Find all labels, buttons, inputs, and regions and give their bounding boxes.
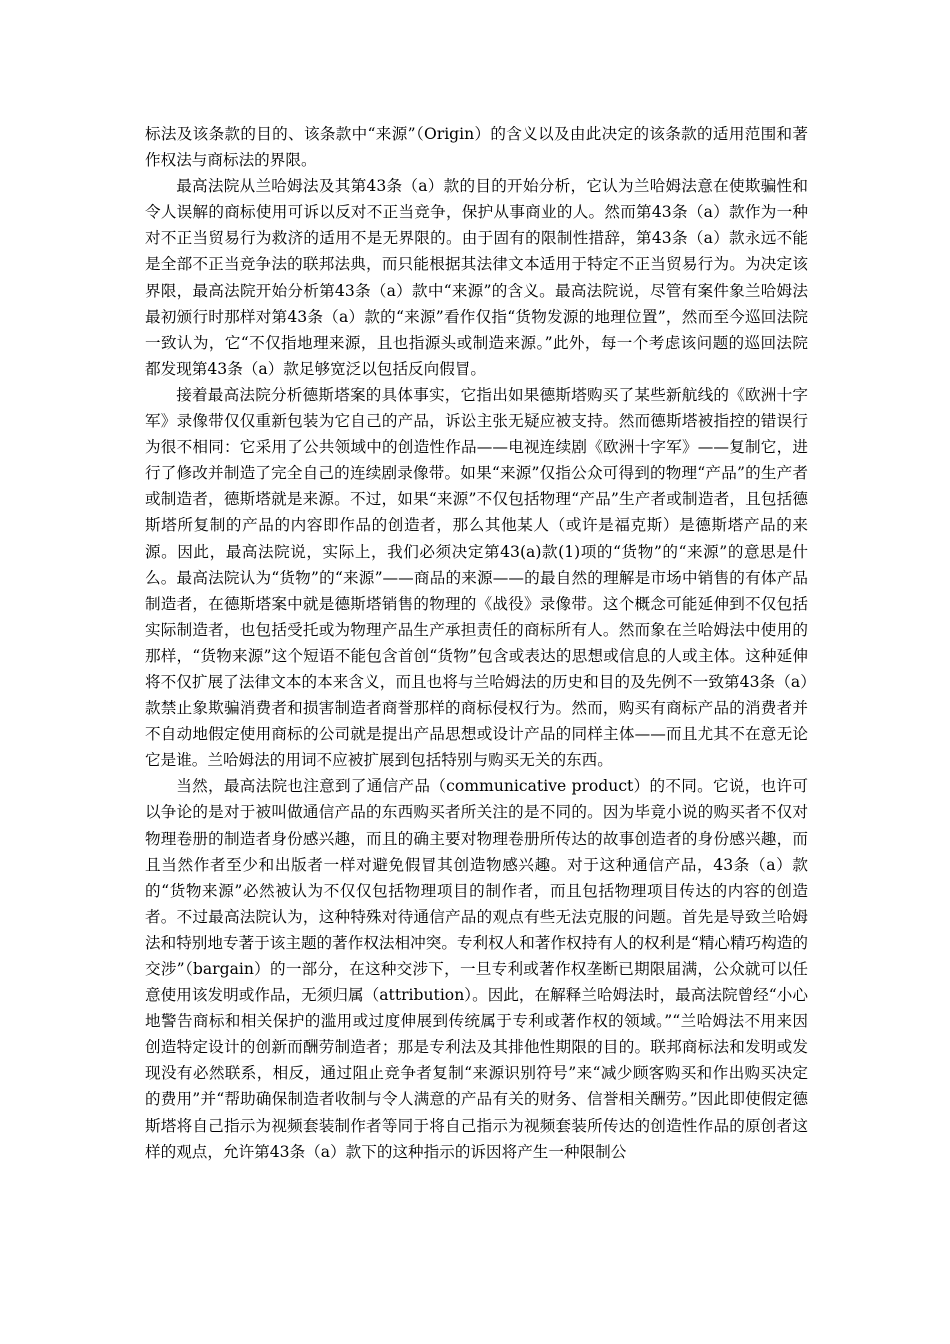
document-body <box>145 121 808 1165</box>
paragraph: 最高法院从兰哈姆法及其第43条（a）款的目的开始分析，它认为兰哈姆法意在使欺骗性和令人误解的商标使用可诉以反对不正当竞争，保护从事商业的人。然而第43条（a）款作为一种对不正当贸易行为救济的适用不是无界限的。由于固有的限制性措辞，第43条（a）款永远不能是全部不正当竞争法的联邦法典，而只能根据其法律文本适用于特定不正当贸易行为。为决定该界限，最高法院开始分析第43条（a）款中“来源”的含义。最高法院说，尽管有案件象兰哈姆法最初颁行时那样对第43条（a）款的“来源”看作仅指“货物发源的地理位置”，然而至今巡回法院一致认为，它“不仅指地理来源，且也指源头或制造来源。”此外，每一个考虑该问题的巡回法院都发现第43条（a）款足够宽泛以包括反向假冒。 <box>145 177 808 378</box>
paragraph: 当然，最高法院也注意到了通信产品（communicative product）的不同。它说，也许可以争论的是对于被叫做通信产品的东西购买者所关注的是不同的。因为毕竟小说的购买者不仅对物理卷册的制造者身份感兴趣，而且的确主要对物理卷册所传达的故事创造者的身份感兴趣，而且当然作者至少和出版者一样对避免假冒其创造物感兴趣。对于这种通信产品，43条（a）款的“货物来源”必然被认为不仅仅包括物理项目的制作者，而且包括物理项目传达的内容的创造者。不过最高法院认为，这种特殊对待通信产品的观点有些无法克服的问题。首先是导致兰哈姆法和特别地专著于该主题的著作权法相冲突。专利权人和著作权持有人的权利是“精心精巧构造的交涉”（bargain）的一部分，在这种交涉下，一旦专利或著作权垄断已期限届满，公众就可以任意使用该发明或作品，无须归属（attribution）。因此，在解释兰哈姆法时，最高法院曾经“小心地警告商标和相关保护的滥用或过度伸展到传统属于专利或著作权的领域。”“兰哈姆法不用来因创造特定设计的创新而酬劳制造者；那是专利法及其排他性期限的目的。联邦商标法和发明或发现没有必然联系，相反，通过阻止竞争者复制“来源识别符号”来“减少顾客购买和作出购买决定的费用”并“帮助确保制造者收制与令人满意的产品有关的财务、信誉相关酬劳。”因此即使假定德斯塔将自己指示为视频套装制作者等同于将自己指示为视频套装所传达的创造性作品的原创者这样的观点，允许第43条（a）款下的这种指示的诉因将产生一种限制公 <box>145 777 808 1161</box>
paragraph-continuation: 标法及该条款的目的、该条款中“来源”（Origin）的含义以及由此决定的该条款的适用范围和著作权法与商标法的界限。 <box>145 125 808 170</box>
paragraph: 接着最高法院分析德斯塔案的具体事实，它指出如果德斯塔购买了某些新航线的《欧洲十字军》录像带仅仅重新包装为它自己的产品，诉讼主张无疑应被支持。然而德斯塔被指控的错误行为很不相同：它采用了公共领域中的创造性作品——电视连续剧《欧洲十字军》——复制它，进行了修改并制造了完全自己的连续剧录像带。如果“来源”仅指公众可得到的物理“产品”的生产者或制造者，德斯塔就是来源。不过，如果“来源”不仅包括物理“产品”生产者或制造者，且包括德斯塔所复制的产品的内容即作品的创造者，那么其他某人（或许是福克斯）是德斯塔产品的来源。因此，最高法院说，实际上，我们必须决定第43(a)款(1)项的“货物”的“来源”的意思是什么。最高法院认为“货物”的“来源”——商品的来源——的最自然的理解是市场中销售的有体产品制造者，在德斯塔案中就是德斯塔销售的物理的《战役》录像带。这个概念可能延伸到不仅包括实际制造者，也包括受托或为物理产品生产承担责任的商标所有人。然而象在兰哈姆法中使用的那样，“货物来源”这个短语不能包含首创“货物”包含或表达的思想或信息的人或主体。这种延伸将不仅扩展了法律文本的本来含义，而且也将与兰哈姆法的历史和目的及先例不一致第43条（a）款禁止象欺骗消费者和损害制造者商誉那样的商标侵权行为。然而，购买有商标产品的消费者并不自动地假定使用商标的公司就是提出产品思想或设计产品的同样主体——而且尤其不在意无论它是谁。兰哈姆法的用词不应被扩展到包括特别与购买无关的东西。 <box>145 385 808 770</box>
